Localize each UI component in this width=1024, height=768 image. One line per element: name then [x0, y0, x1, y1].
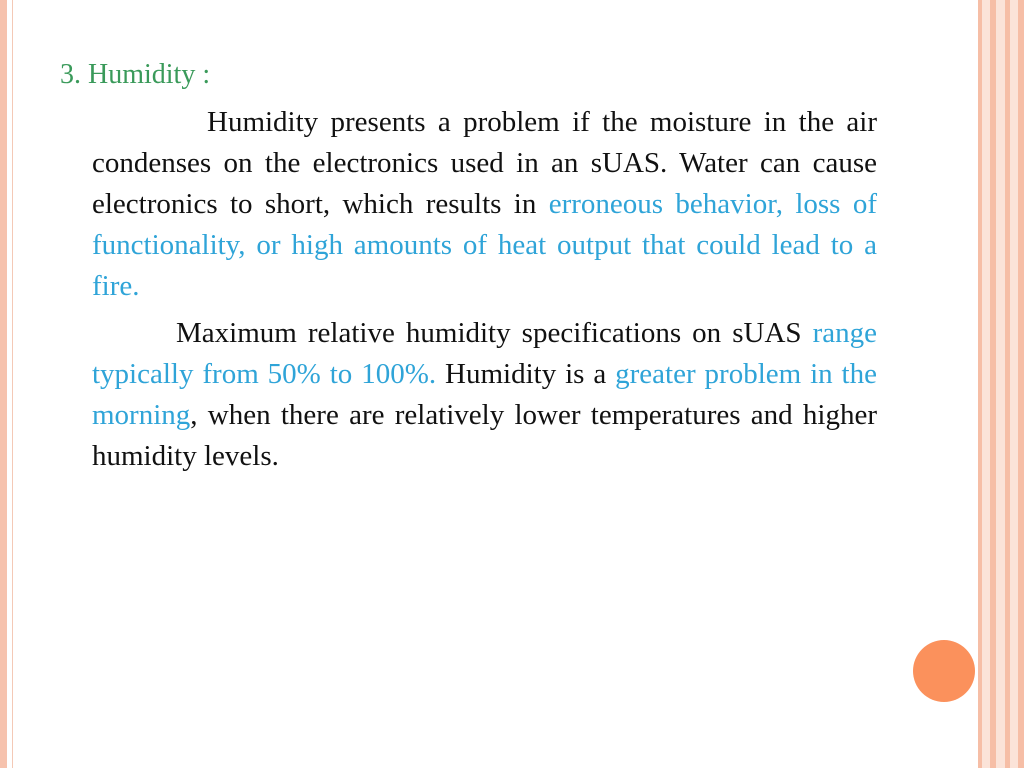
paragraph1-highlight: erroneous behavior, loss of functionality, or high amounts of heat output that could lead to a fire. — [92, 188, 877, 302]
paragraph2-text-3: , when there are relatively lower temperatures and higher humidity levels. — [92, 399, 877, 472]
orange-circle-decoration — [913, 640, 975, 702]
slide-heading: 3. Humidity : — [60, 59, 211, 90]
paragraph2-highlight-range: range typically from 50% to 100%. — [92, 317, 877, 390]
paragraph-humidity-specs — [92, 313, 877, 477]
right-stripe-1 — [978, 0, 982, 768]
paragraph1-text: Humidity presents a problem if the moisture in the air condenses on the electronics used in an sUAS. Water can cause electronics to short, which results in — [92, 106, 877, 220]
paragraph2-text-2: Humidity is a — [436, 358, 616, 390]
right-stripe-3 — [1005, 0, 1010, 768]
paragraph-humidity-problem — [92, 102, 877, 307]
slide-content — [60, 52, 880, 477]
right-decorative-band — [978, 0, 1024, 768]
right-stripe-4 — [1018, 0, 1024, 768]
paragraph2-highlight-morning: greater problem in the morning — [92, 358, 877, 431]
left-edge-stripe — [0, 0, 7, 768]
left-edge-line — [12, 0, 13, 768]
right-stripe-2 — [990, 0, 996, 768]
paragraph2-text-1: Maximum relative humidity specifications on sUAS — [176, 317, 813, 349]
